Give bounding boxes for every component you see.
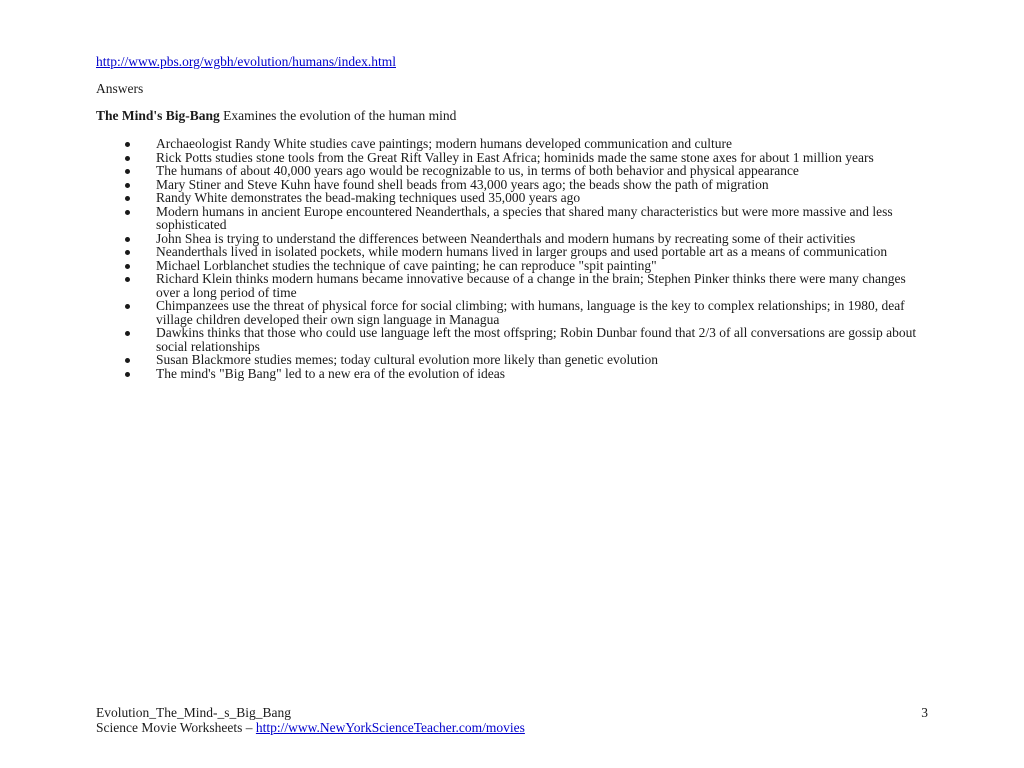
bullet-icon bbox=[125, 331, 130, 336]
footer-series-label: Science Movie Worksheets – bbox=[96, 720, 256, 735]
bullet-icon bbox=[125, 372, 130, 377]
list-item-text: Archaeologist Randy White studies cave paintings; modern humans developed communication and culture bbox=[156, 136, 732, 151]
list-item-text: Randy White demonstrates the bead-making techniques used 35,000 years ago bbox=[156, 190, 581, 205]
list-item-text: Susan Blackmore studies memes; today cultural evolution more likely than genetic evolution bbox=[156, 352, 659, 367]
list-item bbox=[121, 299, 931, 326]
bullet-icon bbox=[125, 183, 130, 188]
list-item bbox=[121, 259, 931, 273]
list-item-text: Modern humans in ancient Europe encountered Neanderthals, a species that shared many characteristics but were more massive and less sophisticated bbox=[156, 203, 893, 232]
list-item-text: Neanderthals lived in isolated pockets, while modern humans lived in larger groups and used portable art as a means of communication bbox=[156, 244, 888, 259]
bullet-icon bbox=[125, 264, 130, 269]
footer-series bbox=[96, 720, 928, 735]
list-item bbox=[121, 178, 931, 192]
bullet-icon bbox=[125, 250, 130, 255]
list-item-text: Mary Stiner and Steve Kuhn have found shell beads from 43,000 years ago; the beads show the path of migration bbox=[156, 176, 769, 192]
page-number: 3 bbox=[921, 705, 928, 720]
list-item-text: Richard Klein thinks modern humans became innovative because of a change in the brain; Stephen Pinker thinks there were many changes over a long period of time bbox=[156, 271, 906, 300]
list-item bbox=[121, 326, 931, 353]
list-item-text: Michael Lorblanchet studies the technique of cave painting; he can reproduce "spit painting" bbox=[156, 257, 657, 273]
list-item bbox=[121, 164, 931, 178]
series-movies-link[interactable]: http://www.NewYorkScienceTeacher.com/movies bbox=[255, 720, 525, 735]
heading-description: Examines the evolution of the human mind bbox=[219, 108, 457, 123]
bullet-icon bbox=[125, 156, 130, 161]
bullet-icon bbox=[125, 277, 130, 282]
answers-label: Answers bbox=[96, 81, 144, 96]
list-item bbox=[121, 137, 931, 151]
list-item-text: Dawkins thinks that those who could use language left the most offspring; Robin Dunbar found that 2/3 of all conversations are gossip about social relationships bbox=[156, 325, 917, 354]
heading-title: The Mind's Big-Bang bbox=[96, 108, 220, 123]
list-item bbox=[121, 151, 931, 165]
list-item bbox=[121, 353, 931, 367]
list-item bbox=[121, 367, 931, 381]
bullet-icon bbox=[125, 358, 130, 363]
list-item bbox=[121, 272, 931, 299]
bullet-icon bbox=[125, 237, 130, 242]
list-item bbox=[121, 205, 931, 232]
list-item bbox=[121, 245, 931, 259]
bullet-icon bbox=[125, 304, 130, 309]
list-item-text: Rick Potts studies stone tools from the Great Rift Valley in East Africa; hominids made the same stone axes for about 1 million years bbox=[156, 149, 874, 165]
list-item-text: Chimpanzees use the threat of physical force for social climbing; with humans, language is the key to complex relationships; in 1980, deaf village children developed their own sign language in Managua bbox=[156, 298, 905, 327]
list-item bbox=[121, 232, 931, 246]
list-item-text: The mind's "Big Bang" led to a new era of the evolution of ideas bbox=[156, 365, 505, 381]
page-footer bbox=[96, 705, 928, 735]
list-item-text: John Shea is trying to understand the differences between Neanderthals and modern humans by recreating some of their activities bbox=[156, 230, 856, 246]
list-item bbox=[121, 191, 931, 205]
bullet-icon bbox=[125, 210, 130, 215]
bullet-icon bbox=[125, 142, 130, 147]
list-item-text: The humans of about 40,000 years ago would be recognizable to us, in terms of both behavior and physical appearance bbox=[156, 163, 799, 178]
pbs-evolution-link[interactable]: http://www.pbs.org/wgbh/evolution/humans/index.html bbox=[96, 54, 396, 69]
bullet-icon bbox=[125, 169, 130, 174]
footer-doc-name: Evolution_The_Mind-_s_Big_Bang bbox=[96, 705, 291, 720]
answer-list bbox=[121, 137, 931, 380]
bullet-icon bbox=[125, 196, 130, 201]
section-heading bbox=[96, 108, 456, 124]
